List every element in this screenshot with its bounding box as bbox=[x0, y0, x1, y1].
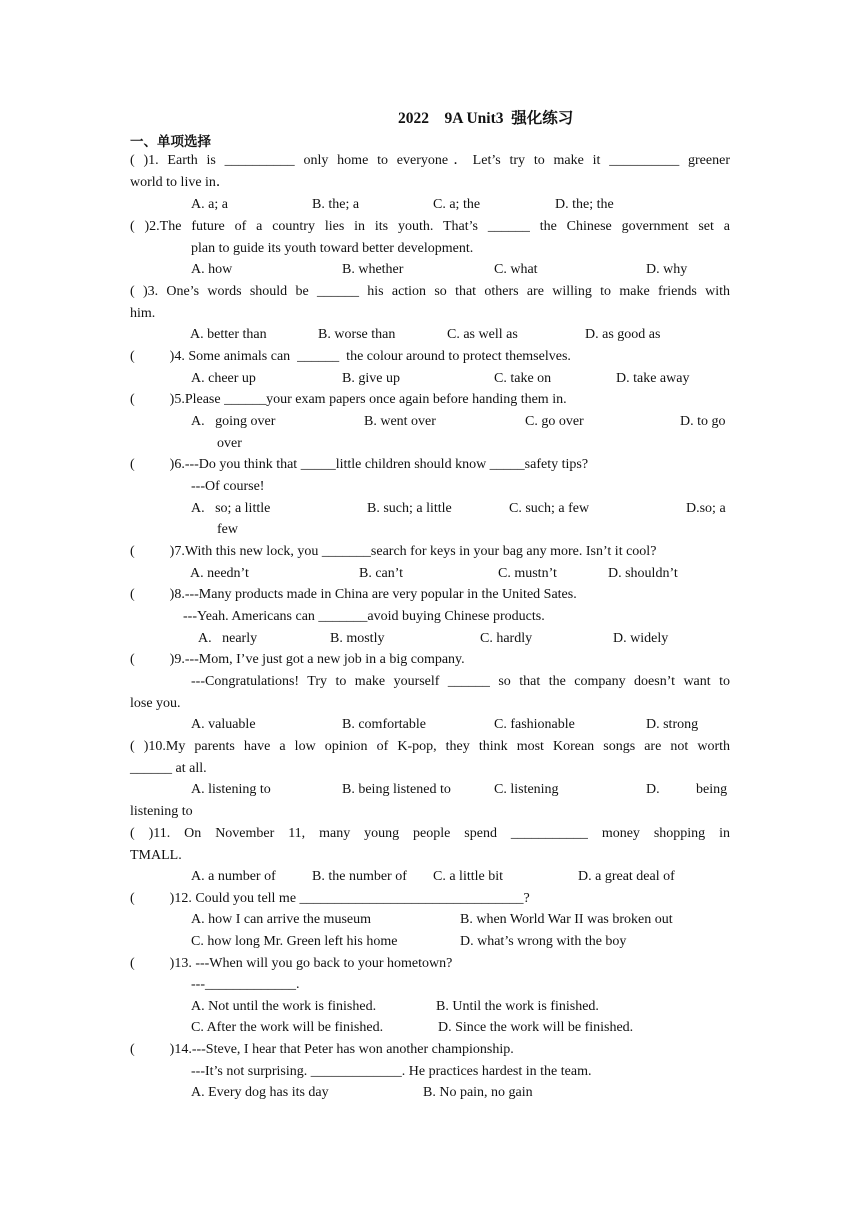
question-11-stem: ( )11. On November 11, many young people spend ___________ money shopping in bbox=[130, 826, 730, 841]
option-c: C. listening bbox=[494, 782, 559, 797]
option-a: A. better than bbox=[190, 327, 267, 342]
option-d: D. widely bbox=[613, 631, 669, 646]
page-title: 2022 9A Unit3 强化练习 bbox=[398, 110, 574, 127]
question-10-stem: ( )10.My parents have a low opinion of K-pop, they think most Korean songs are not worth bbox=[130, 739, 730, 754]
question-13-options-row1 bbox=[0, 998, 860, 1016]
option-d: D. to go bbox=[680, 414, 726, 429]
question-6-option-wrap: few bbox=[217, 522, 238, 537]
question-3-options bbox=[0, 326, 860, 344]
option-c: C. how long Mr. Green left his home bbox=[191, 934, 398, 949]
question-9-stem-cont2: lose you. bbox=[130, 696, 181, 711]
option-b: B. when World War II was broken out bbox=[460, 912, 673, 927]
question-1-stem: ( )1. Earth is __________ only home to everyone．Let’s try to make it __________ greener bbox=[130, 153, 730, 168]
option-c: C. such; a few bbox=[509, 501, 590, 516]
question-4-stem: ( )4. Some animals can ______ the colour around to protect themselves. bbox=[130, 349, 571, 364]
question-5-stem: ( )5.Please ______your exam papers once again before handing them in. bbox=[130, 392, 567, 407]
question-1-options bbox=[0, 196, 860, 214]
option-d: D. what’s wrong with the boy bbox=[460, 934, 627, 949]
question-12-options-row1 bbox=[0, 911, 860, 929]
option-b: B. worse than bbox=[318, 327, 396, 342]
question-7-stem: ( )7.With this new lock, you _______search for keys in your bag any more. Isn’t it cool? bbox=[130, 544, 657, 559]
option-a: A. listening to bbox=[191, 782, 271, 797]
option-b: B. being listened to bbox=[342, 782, 451, 797]
option-c: C. a; the bbox=[433, 197, 481, 212]
option-a: A. Not until the work is finished. bbox=[191, 999, 377, 1014]
option-d: D. Since the work will be finished. bbox=[438, 1020, 634, 1035]
option-d-text: being bbox=[696, 782, 728, 797]
option-b: B. mostly bbox=[330, 631, 385, 646]
question-6-stem-cont: ---Of course! bbox=[191, 479, 265, 494]
question-4-options bbox=[0, 370, 860, 388]
option-b: B. can’t bbox=[359, 566, 404, 581]
option-a: A. so; a little bbox=[191, 501, 271, 516]
option-c: C. go over bbox=[525, 414, 584, 429]
question-13-stem-cont: ---_____________. bbox=[191, 977, 300, 992]
option-d: D. a great deal of bbox=[578, 869, 675, 884]
question-8-options bbox=[0, 630, 860, 648]
option-a: A. a; a bbox=[191, 197, 228, 212]
question-2-options bbox=[0, 261, 860, 279]
option-c: C. what bbox=[494, 262, 538, 277]
option-b: B. such; a little bbox=[367, 501, 452, 516]
question-12-stem: ( )12. Could you tell me ________________________________? bbox=[130, 891, 530, 906]
question-13-options-row2 bbox=[0, 1019, 860, 1037]
question-14-stem-cont: ---It’s not surprising. _____________. He practices hardest in the team. bbox=[191, 1064, 592, 1079]
option-d: D. take away bbox=[616, 371, 690, 386]
option-d: D. why bbox=[646, 262, 688, 277]
option-a: A. how bbox=[191, 262, 233, 277]
question-9-stem: ( )9.---Mom, I’ve just got a new job in a big company. bbox=[130, 652, 465, 667]
option-b: B. went over bbox=[364, 414, 436, 429]
option-c: C. take on bbox=[494, 371, 552, 386]
question-2-stem-cont: plan to guide its youth toward better development. bbox=[191, 241, 474, 256]
option-c: C. a little bit bbox=[433, 869, 503, 884]
option-a: A. valuable bbox=[191, 717, 256, 732]
question-3-stem-cont: him. bbox=[130, 306, 156, 321]
question-6-options bbox=[0, 500, 860, 518]
option-a: A. nearly bbox=[198, 631, 258, 646]
question-9-stem-cont: ---Congratulations! Try to make yourself ______ so that the company doesn’t want to bbox=[191, 674, 730, 689]
question-1-stem-cont: world to live in． bbox=[130, 175, 230, 190]
question-14-options bbox=[0, 1084, 860, 1102]
option-b: B. the number of bbox=[312, 869, 407, 884]
option-c: C. After the work will be finished. bbox=[191, 1020, 384, 1035]
option-a: A. how I can arrive the museum bbox=[191, 912, 371, 927]
question-10-option-wrap: listening to bbox=[130, 804, 193, 819]
question-5-options bbox=[0, 413, 860, 431]
question-10-options bbox=[0, 781, 860, 799]
option-c: C. hardly bbox=[480, 631, 533, 646]
option-b: B. the; a bbox=[312, 197, 360, 212]
option-a: A. a number of bbox=[191, 869, 276, 884]
question-6-stem: ( )6.---Do you think that _____little children should know _____safety tips? bbox=[130, 457, 589, 472]
question-13-stem: ( )13. ---When will you go back to your hometown? bbox=[130, 956, 453, 971]
option-d: D.so; a bbox=[686, 501, 726, 516]
question-2-stem: ( )2.The future of a country lies in its youth. That’s ______ the Chinese government set a bbox=[130, 219, 730, 234]
question-11-stem-cont: TMALL. bbox=[130, 848, 182, 863]
question-8-stem-cont: ---Yeah. Americans can _______avoid buying Chinese products. bbox=[183, 609, 545, 624]
option-b: B. Until the work is finished. bbox=[436, 999, 599, 1014]
question-12-options-row2 bbox=[0, 933, 860, 951]
question-11-options bbox=[0, 868, 860, 886]
question-5-option-wrap: over bbox=[217, 436, 242, 451]
question-7-options bbox=[0, 565, 860, 583]
option-b: B. comfortable bbox=[342, 717, 426, 732]
option-c: C. fashionable bbox=[494, 717, 575, 732]
option-c: C. as well as bbox=[447, 327, 518, 342]
option-d: D. as good as bbox=[585, 327, 661, 342]
option-d: D. the; the bbox=[555, 197, 614, 212]
option-b: B. whether bbox=[342, 262, 404, 277]
question-9-options bbox=[0, 716, 860, 734]
section-heading: 一、单项选择 bbox=[130, 134, 211, 150]
question-14-stem: ( )14.---Steve, I hear that Peter has won another championship. bbox=[130, 1042, 514, 1057]
option-d: D. shouldn’t bbox=[608, 566, 678, 581]
option-d: D. strong bbox=[646, 717, 699, 732]
option-a: A. needn’t bbox=[190, 566, 249, 581]
option-b: B. give up bbox=[342, 371, 400, 386]
question-8-stem: ( )8.---Many products made in China are very popular in the United Sates. bbox=[130, 587, 577, 602]
question-10-stem-cont: ______ at all. bbox=[130, 761, 207, 776]
option-a: A. cheer up bbox=[191, 371, 256, 386]
option-d: D. bbox=[646, 782, 660, 797]
option-b: B. No pain, no gain bbox=[423, 1085, 533, 1100]
question-3-stem: ( )3. One’s words should be ______ his action so that others are willing to make friends with bbox=[130, 284, 730, 299]
option-a: A. going over bbox=[191, 414, 276, 429]
option-c: C. mustn’t bbox=[498, 566, 557, 581]
option-a: A. Every dog has its day bbox=[191, 1085, 329, 1100]
